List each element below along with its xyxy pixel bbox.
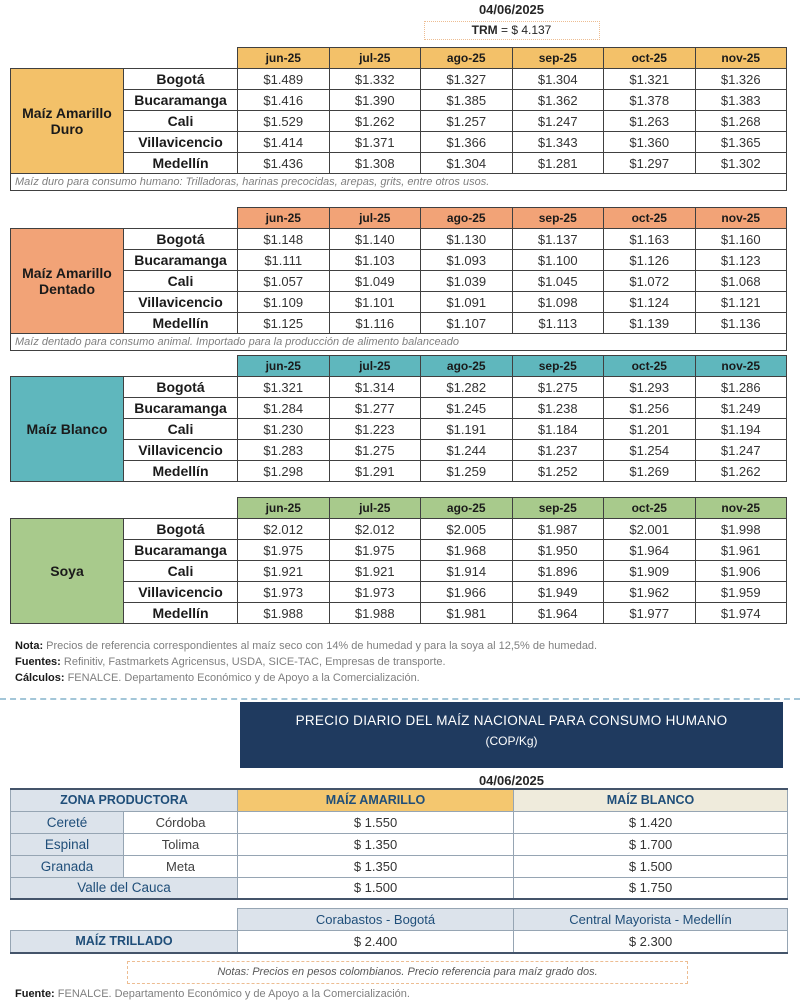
category-label: Maíz Blanco bbox=[11, 377, 124, 482]
daily-date: 04/06/2025 bbox=[478, 773, 545, 788]
trillado-price-medellin: $ 2.300 bbox=[514, 931, 788, 953]
price-cell: $1.125 bbox=[238, 313, 330, 334]
price-cell: $1.101 bbox=[329, 292, 421, 313]
report-header bbox=[237, 2, 786, 40]
footnote-text: Precios de referencia correspondientes al maíz seco con 14% de humedad y para la soya al 12,5% de humedad. bbox=[43, 640, 598, 652]
price-cell: $2.012 bbox=[238, 519, 330, 540]
price-cell: $1.371 bbox=[329, 132, 421, 153]
table-row bbox=[11, 519, 787, 540]
month-header: jun-25 bbox=[238, 48, 330, 69]
price-cell: $1.961 bbox=[695, 540, 787, 561]
department-label: Tolima bbox=[124, 833, 238, 855]
price-cell: $1.896 bbox=[512, 561, 604, 582]
spacer-cell bbox=[11, 208, 238, 229]
price-cell: $1.107 bbox=[421, 313, 513, 334]
price-cell: $1.286 bbox=[695, 377, 787, 398]
month-header: jul-25 bbox=[329, 498, 421, 519]
category-label: Maíz Amarillo Duro bbox=[11, 69, 124, 174]
price-cell: $1.282 bbox=[421, 377, 513, 398]
month-header: sep-25 bbox=[512, 356, 604, 377]
price-cell: $1.298 bbox=[238, 461, 330, 482]
price-cell: $1.302 bbox=[695, 153, 787, 174]
category-label: Maíz Amarillo Dentado bbox=[11, 229, 124, 334]
price-cell: $1.124 bbox=[604, 292, 696, 313]
price-cell: $1.263 bbox=[604, 111, 696, 132]
trillado-row bbox=[11, 931, 788, 953]
month-header: nov-25 bbox=[695, 356, 787, 377]
price-cell: $1.949 bbox=[512, 582, 604, 603]
price-cell: $1.966 bbox=[421, 582, 513, 603]
maiz-amarillo-header: MAÍZ AMARILLO bbox=[238, 789, 514, 811]
table-row bbox=[11, 419, 787, 440]
footnotes bbox=[15, 638, 597, 686]
fuente-text: FENALCE. Departamento Económico y de Apoyo a la Comercialización. bbox=[54, 988, 410, 1000]
month-header: oct-25 bbox=[604, 498, 696, 519]
month-header: nov-25 bbox=[695, 498, 787, 519]
price-cell: $1.249 bbox=[695, 398, 787, 419]
price-cell: $1.259 bbox=[421, 461, 513, 482]
fuente-label: Fuente: bbox=[15, 988, 55, 1000]
city-label: Bucaramanga bbox=[124, 250, 238, 271]
month-header: sep-25 bbox=[512, 208, 604, 229]
price-cell: $1.385 bbox=[421, 90, 513, 111]
price-cell: $1.975 bbox=[238, 540, 330, 561]
month-header: oct-25 bbox=[604, 48, 696, 69]
city-label: Cali bbox=[124, 561, 238, 582]
price-cell: $1.436 bbox=[238, 153, 330, 174]
city-label: Medellín bbox=[124, 313, 238, 334]
market-header-medellin: Central Mayorista - Medellín bbox=[514, 909, 788, 931]
zona-table-body bbox=[11, 811, 788, 899]
table-row bbox=[11, 111, 787, 132]
price-table bbox=[10, 355, 787, 482]
footnote-text: Refinitiv, Fastmarkets Agricensus, USDA, SICE-TAC, Empresas de transporte. bbox=[60, 656, 446, 668]
price-cell: $1.191 bbox=[421, 419, 513, 440]
month-header: ago-25 bbox=[421, 208, 513, 229]
city-label: Villavicencio bbox=[124, 132, 238, 153]
price-cell: $1.321 bbox=[604, 69, 696, 90]
price-cell: $1.914 bbox=[421, 561, 513, 582]
zona-row bbox=[11, 811, 788, 833]
month-header: oct-25 bbox=[604, 208, 696, 229]
price-table bbox=[10, 47, 787, 191]
price-cell: $1.072 bbox=[604, 271, 696, 292]
daily-section-title bbox=[240, 702, 783, 768]
price-cell: $1.247 bbox=[695, 440, 787, 461]
price-cell: $1.268 bbox=[695, 111, 787, 132]
month-header: nov-25 bbox=[695, 208, 787, 229]
price-cell: $1.378 bbox=[604, 90, 696, 111]
city-label: Cali bbox=[124, 111, 238, 132]
price-cell: $1.140 bbox=[329, 229, 421, 250]
trillado-price-bogota: $ 2.400 bbox=[238, 931, 514, 953]
price-cell: $1.039 bbox=[421, 271, 513, 292]
month-header: oct-25 bbox=[604, 356, 696, 377]
trm-value: = $ 4.137 bbox=[497, 23, 552, 37]
price-cell: $2.012 bbox=[329, 519, 421, 540]
maiz-blanco-header: MAÍZ BLANCO bbox=[514, 789, 788, 811]
price-cell: $1.091 bbox=[421, 292, 513, 313]
notas-box bbox=[127, 961, 688, 984]
price-cell: $1.297 bbox=[604, 153, 696, 174]
price-cell: $1.160 bbox=[695, 229, 787, 250]
price-cell: $1.283 bbox=[238, 440, 330, 461]
amarillo-price: $ 1.350 bbox=[238, 833, 514, 855]
price-cell: $1.126 bbox=[604, 250, 696, 271]
zona-productora-header: ZONA PRODUCTORA bbox=[11, 789, 238, 811]
price-cell: $1.284 bbox=[238, 398, 330, 419]
table-row bbox=[11, 461, 787, 482]
daily-title-text: PRECIO DIARIO DEL MAÍZ NACIONAL PARA CONSUMO HUMANO bbox=[295, 713, 728, 728]
price-cell: $1.269 bbox=[604, 461, 696, 482]
spacer-cell bbox=[11, 356, 238, 377]
price-cell: $1.262 bbox=[695, 461, 787, 482]
price-cell: $1.277 bbox=[329, 398, 421, 419]
price-cell: $1.057 bbox=[238, 271, 330, 292]
zone-label: Cereté bbox=[11, 811, 124, 833]
market-header-bogota: Corabastos - Bogotá bbox=[238, 909, 514, 931]
price-cell: $1.332 bbox=[329, 69, 421, 90]
month-header: sep-25 bbox=[512, 498, 604, 519]
price-table bbox=[10, 497, 787, 624]
footnote-label: Nota: bbox=[15, 640, 44, 652]
price-cell: $1.304 bbox=[421, 153, 513, 174]
footnote-line bbox=[15, 638, 597, 654]
month-header: nov-25 bbox=[695, 48, 787, 69]
city-label: Medellín bbox=[124, 153, 238, 174]
price-cell: $1.964 bbox=[512, 603, 604, 624]
maiz-trillado-label: MAÍZ TRILLADO bbox=[11, 931, 238, 953]
city-label: Bogotá bbox=[124, 229, 238, 250]
price-cell: $1.977 bbox=[604, 603, 696, 624]
table-row bbox=[11, 229, 787, 250]
price-cell: $1.988 bbox=[238, 603, 330, 624]
price-cell: $1.045 bbox=[512, 271, 604, 292]
price-cell: $1.194 bbox=[695, 419, 787, 440]
price-cell: $1.109 bbox=[238, 292, 330, 313]
footnote-line bbox=[15, 654, 597, 670]
zona-productora-table bbox=[10, 788, 788, 900]
spacer-cell bbox=[11, 48, 238, 69]
price-cell: $1.366 bbox=[421, 132, 513, 153]
maiz-trillado-table bbox=[10, 908, 788, 954]
price-cell: $1.921 bbox=[238, 561, 330, 582]
spacer-cell bbox=[11, 909, 238, 931]
price-cell: $1.529 bbox=[238, 111, 330, 132]
city-label: Villavicencio bbox=[124, 292, 238, 313]
price-cell: $1.974 bbox=[695, 603, 787, 624]
table-note: Maíz duro para consumo humano: Trilladoras, harinas precocidas, arepas, grits, entre otros usos. bbox=[11, 174, 787, 191]
price-cell: $1.987 bbox=[512, 519, 604, 540]
table-row bbox=[11, 377, 787, 398]
price-cell: $1.975 bbox=[329, 540, 421, 561]
price-cell: $1.100 bbox=[512, 250, 604, 271]
price-cell: $1.962 bbox=[604, 582, 696, 603]
table-row bbox=[11, 292, 787, 313]
price-cell: $1.111 bbox=[238, 250, 330, 271]
price-cell: $1.981 bbox=[421, 603, 513, 624]
price-cell: $1.098 bbox=[512, 292, 604, 313]
price-cell: $1.390 bbox=[329, 90, 421, 111]
price-cell: $1.909 bbox=[604, 561, 696, 582]
trillado-header-row bbox=[11, 909, 788, 931]
blanco-price: $ 1.420 bbox=[514, 811, 788, 833]
price-cell: $1.230 bbox=[238, 419, 330, 440]
price-cell: $1.964 bbox=[604, 540, 696, 561]
table-row bbox=[11, 271, 787, 292]
table-row bbox=[11, 132, 787, 153]
price-cell: $1.281 bbox=[512, 153, 604, 174]
price-cell: $1.973 bbox=[329, 582, 421, 603]
city-label: Bogotá bbox=[124, 69, 238, 90]
city-label: Medellín bbox=[124, 603, 238, 624]
notas-text: Notas: Precios en pesos colombianos. Precio referencia para maíz grado dos. bbox=[217, 966, 598, 978]
price-cell: $1.123 bbox=[695, 250, 787, 271]
table-row bbox=[11, 398, 787, 419]
table-row bbox=[11, 313, 787, 334]
month-header: jun-25 bbox=[238, 498, 330, 519]
city-label: Cali bbox=[124, 271, 238, 292]
footnote-label: Fuentes: bbox=[15, 656, 61, 668]
price-cell: $1.906 bbox=[695, 561, 787, 582]
footnote-line bbox=[15, 670, 597, 686]
spacer-cell bbox=[11, 498, 238, 519]
month-header: ago-25 bbox=[421, 48, 513, 69]
price-cell: $1.093 bbox=[421, 250, 513, 271]
price-cell: $1.959 bbox=[695, 582, 787, 603]
price-cell: $1.291 bbox=[329, 461, 421, 482]
amarillo-price: $ 1.350 bbox=[238, 855, 514, 877]
footnote-label: Cálculos: bbox=[15, 672, 65, 684]
price-cell: $1.304 bbox=[512, 69, 604, 90]
price-cell: $1.163 bbox=[604, 229, 696, 250]
price-cell: $1.103 bbox=[329, 250, 421, 271]
price-cell: $1.262 bbox=[329, 111, 421, 132]
price-cell: $1.365 bbox=[695, 132, 787, 153]
month-header: jun-25 bbox=[238, 208, 330, 229]
price-cell: $1.130 bbox=[421, 229, 513, 250]
city-label: Bucaramanga bbox=[124, 90, 238, 111]
category-label: Soya bbox=[11, 519, 124, 624]
price-cell: $1.968 bbox=[421, 540, 513, 561]
city-label: Villavicencio bbox=[124, 440, 238, 461]
price-cell: $1.414 bbox=[238, 132, 330, 153]
month-header: sep-25 bbox=[512, 48, 604, 69]
city-label: Bogotá bbox=[124, 519, 238, 540]
price-cell: $1.360 bbox=[604, 132, 696, 153]
price-cell: $1.293 bbox=[604, 377, 696, 398]
blanco-price: $ 1.750 bbox=[514, 877, 788, 899]
price-cell: $1.238 bbox=[512, 398, 604, 419]
price-cell: $1.998 bbox=[695, 519, 787, 540]
price-cell: $1.148 bbox=[238, 229, 330, 250]
price-cell: $1.950 bbox=[512, 540, 604, 561]
price-cell: $1.275 bbox=[329, 440, 421, 461]
report-date: 04/06/2025 bbox=[478, 2, 545, 17]
table-row bbox=[11, 250, 787, 271]
zona-row bbox=[11, 855, 788, 877]
city-label: Cali bbox=[124, 419, 238, 440]
table-row bbox=[11, 90, 787, 111]
table-row bbox=[11, 561, 787, 582]
department-label: Meta bbox=[124, 855, 238, 877]
price-cell: $1.252 bbox=[512, 461, 604, 482]
table-row bbox=[11, 440, 787, 461]
zone-label: Espinal bbox=[11, 833, 124, 855]
price-cell: $1.113 bbox=[512, 313, 604, 334]
city-label: Medellín bbox=[124, 461, 238, 482]
month-header: ago-25 bbox=[421, 356, 513, 377]
table-note: Maíz dentado para consumo animal. Importado para la producción de alimento balanceado bbox=[11, 334, 787, 351]
daily-title-unit: (COP/Kg) bbox=[485, 734, 538, 748]
price-table bbox=[10, 207, 787, 351]
city-label: Villavicencio bbox=[124, 582, 238, 603]
price-cell: $2.005 bbox=[421, 519, 513, 540]
price-cell: $1.489 bbox=[238, 69, 330, 90]
blanco-price: $ 1.500 bbox=[514, 855, 788, 877]
price-cell: $1.244 bbox=[421, 440, 513, 461]
section-divider bbox=[0, 698, 800, 700]
price-cell: $1.121 bbox=[695, 292, 787, 313]
price-cell: $1.343 bbox=[512, 132, 604, 153]
zona-header-row bbox=[11, 789, 788, 811]
zona-row bbox=[11, 833, 788, 855]
blanco-price: $ 1.700 bbox=[514, 833, 788, 855]
price-cell: $1.245 bbox=[421, 398, 513, 419]
month-header: jul-25 bbox=[329, 48, 421, 69]
city-label: Bucaramanga bbox=[124, 398, 238, 419]
city-label: Bogotá bbox=[124, 377, 238, 398]
price-cell: $1.116 bbox=[329, 313, 421, 334]
price-cell: $1.275 bbox=[512, 377, 604, 398]
month-header: jun-25 bbox=[238, 356, 330, 377]
price-cell: $1.921 bbox=[329, 561, 421, 582]
price-cell: $1.416 bbox=[238, 90, 330, 111]
price-cell: $1.137 bbox=[512, 229, 604, 250]
price-cell: $1.068 bbox=[695, 271, 787, 292]
zone-label: Valle del Cauca bbox=[11, 877, 238, 899]
footnote-text: FENALCE. Departamento Económico y de Apoyo a la Comercialización. bbox=[64, 672, 420, 684]
zona-row bbox=[11, 877, 788, 899]
price-cell: $1.383 bbox=[695, 90, 787, 111]
month-header: jul-25 bbox=[329, 356, 421, 377]
price-cell: $1.256 bbox=[604, 398, 696, 419]
table-row bbox=[11, 603, 787, 624]
zone-label: Granada bbox=[11, 855, 124, 877]
price-cell: $1.314 bbox=[329, 377, 421, 398]
trm-box bbox=[424, 21, 600, 40]
price-cell: $1.308 bbox=[329, 153, 421, 174]
table-row bbox=[11, 153, 787, 174]
department-label: Córdoba bbox=[124, 811, 238, 833]
table-row bbox=[11, 582, 787, 603]
price-cell: $1.247 bbox=[512, 111, 604, 132]
price-cell: $1.184 bbox=[512, 419, 604, 440]
price-cell: $1.321 bbox=[238, 377, 330, 398]
price-cell: $1.136 bbox=[695, 313, 787, 334]
price-cell: $1.237 bbox=[512, 440, 604, 461]
month-header: ago-25 bbox=[421, 498, 513, 519]
price-cell: $1.201 bbox=[604, 419, 696, 440]
price-cell: $1.139 bbox=[604, 313, 696, 334]
price-cell: $1.988 bbox=[329, 603, 421, 624]
trm-label: TRM bbox=[471, 23, 498, 37]
city-label: Bucaramanga bbox=[124, 540, 238, 561]
price-cell: $1.223 bbox=[329, 419, 421, 440]
fuente-line bbox=[15, 988, 410, 1000]
price-cell: $1.326 bbox=[695, 69, 787, 90]
price-cell: $1.049 bbox=[329, 271, 421, 292]
amarillo-price: $ 1.550 bbox=[238, 811, 514, 833]
table-row bbox=[11, 540, 787, 561]
price-cell: $1.254 bbox=[604, 440, 696, 461]
price-cell: $2.001 bbox=[604, 519, 696, 540]
price-cell: $1.257 bbox=[421, 111, 513, 132]
amarillo-price: $ 1.500 bbox=[238, 877, 514, 899]
price-cell: $1.973 bbox=[238, 582, 330, 603]
table-row bbox=[11, 69, 787, 90]
price-cell: $1.362 bbox=[512, 90, 604, 111]
month-header: jul-25 bbox=[329, 208, 421, 229]
price-cell: $1.327 bbox=[421, 69, 513, 90]
